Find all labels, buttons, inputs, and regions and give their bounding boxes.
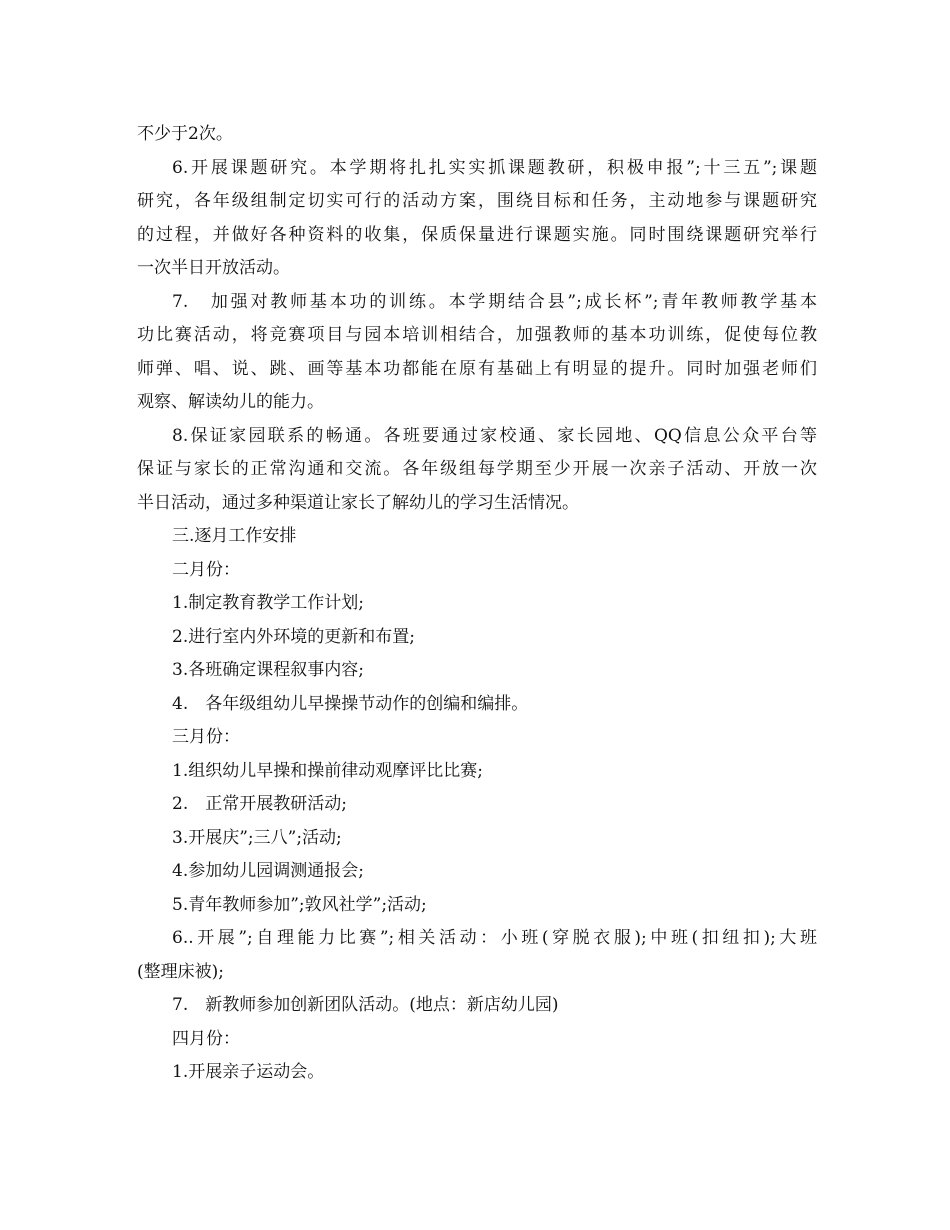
- text-line: 不少于2次。: [137, 124, 233, 144]
- text-line: 2.进行室内外环境的更新和布置;: [172, 626, 415, 647]
- text-line: 1.组织幼儿早操和操前律动观摩评比比赛;: [172, 760, 483, 781]
- text-line: (整理床被);: [137, 961, 224, 982]
- text-line: 师弹、唱、说、跳、画等基本功都能在原有基础上有明显的提升。同时加强老师们: [137, 358, 817, 379]
- text-line: 1.制定教育教学工作计划;: [172, 593, 364, 613]
- text-line: 保证与家长的正常沟通和交流。各年级组每学期至少开展一次亲子活动、开放一次: [137, 459, 817, 479]
- text-line: 三.逐月工作安排: [172, 526, 297, 546]
- text-line: 6.开展课题研究。本学期将扎扎实实抓课题教研，积极申报”;十三五”;课题: [172, 157, 817, 178]
- text-line: 一次半日开放活动。: [137, 258, 290, 278]
- text-line: 观察、解读幼儿的能力。: [137, 392, 324, 412]
- text-line: 3.开展庆”;三八”;活动;: [172, 827, 342, 848]
- text-line: 7. 新教师参加创新团队活动。(地点：新店幼儿园): [172, 995, 559, 1015]
- text-line: 3.各班确定课程叙事内容;: [172, 660, 364, 680]
- text-line: 6..开展”;自理能力比赛”;相关活动：小班(穿脱衣服);中班(扣纽扣);大班: [172, 928, 817, 948]
- text-line: 研究，各年级组制定切实可行的活动方案，围绕目标和任务，主动地参与课题研究: [137, 191, 817, 211]
- text-line: 三月份：: [172, 727, 240, 747]
- text-line: 功比赛活动，将竞赛项目与园本培训相结合，加强教师的基本功训练，促使每位教: [137, 325, 817, 345]
- text-line: 1.开展亲子运动会。: [172, 1062, 325, 1082]
- text-line: 4.参加幼儿园调测通报会;: [172, 861, 364, 881]
- text-line: 7. 加强对教师基本功的训练。本学期结合县”;成长杯”;青年教师教学基本: [172, 291, 817, 312]
- document-body: [137, 118, 817, 1090]
- text-line: 的过程，并做好各种资料的收集，保质保量进行课题实施。同时围绕课题研究举行: [137, 224, 817, 245]
- text-line: 2. 正常开展教研活动;: [172, 794, 347, 814]
- text-line: 8.保证家园联系的畅通。各班要通过家校通、家长园地、QQ信息公众平台等: [172, 425, 817, 446]
- text-line: 二月份：: [172, 559, 240, 580]
- text-line: 半日活动，通过多种渠道让家长了解幼儿的学习生活情况。: [137, 492, 579, 513]
- text-line: 5.青年教师参加”;敦风社学”;活动;: [172, 894, 427, 915]
- text-line: 4. 各年级组幼儿早操操节动作的创编和编排。: [172, 693, 529, 714]
- text-line: 四月份：: [172, 1028, 240, 1049]
